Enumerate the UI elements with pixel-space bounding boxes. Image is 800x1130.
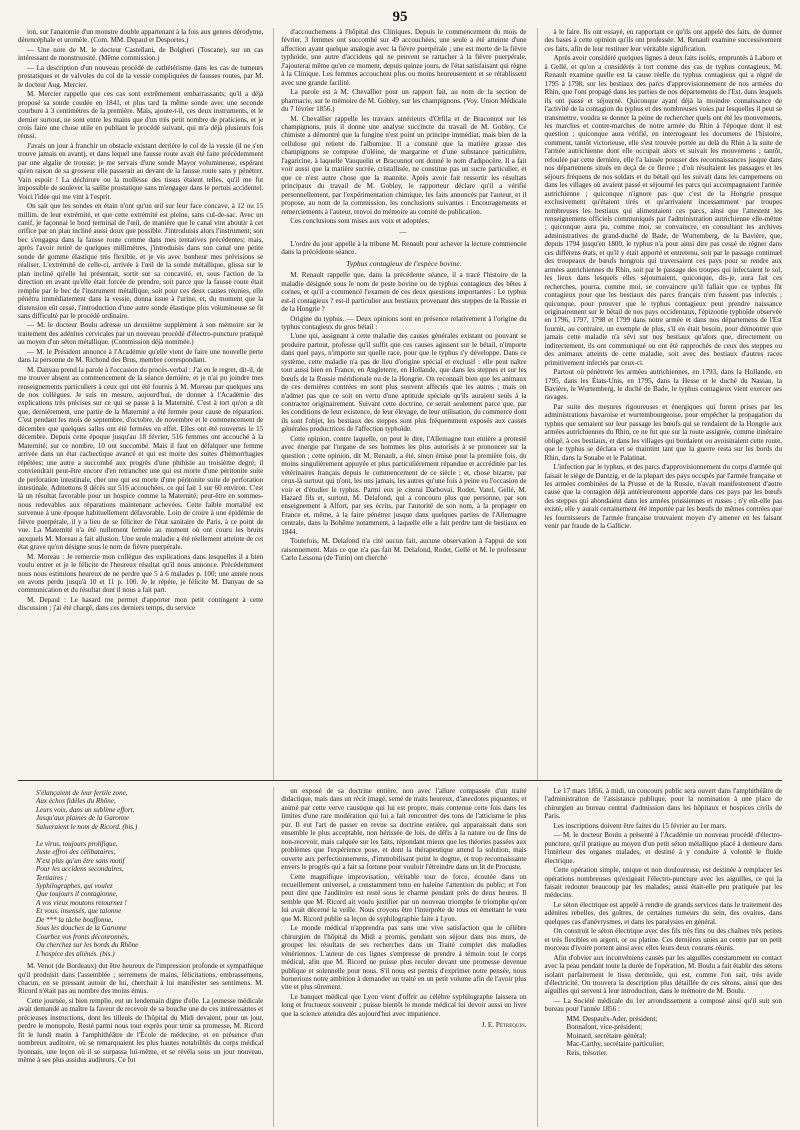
list-item: MM. Despaulx-Ader, président; bbox=[566, 1014, 658, 1023]
paragraph: — M. le docteur Boulu adresse un deuxième supplément à son mémoire sur le traitement des adénites cervicales par un nouveau procédé d'électro-puncture pratiqué au moyen d'un séton métallique. (Commission déjà nommée.) bbox=[18, 321, 264, 347]
paragraph: Le banquet médical que Lyon vient d'offrir au célèbre syphilographe laissera un long et fructueux souvenir ; puisse bientôt le monde médical lui devoir aussi un livre que la science attendra dès aujourd'hui avec impatience. bbox=[281, 992, 527, 1018]
paragraph: Origine du typhus. — Deux opinions sont en présence relativement à l'origine du typhus contagieux du gros bétail : bbox=[281, 314, 527, 331]
paragraph: — M. le Président annonce à l'Académie qu'elle vient de faire une nouvelle perte dans la personne de M. Richond des Brus, membre correspondant. bbox=[18, 347, 264, 365]
paragraph: L'infection par le typhus, et des parcs d'approvisionnement du corps d'armée qui faisait le siège de Dantzig, et de la plupart des pays occupés par l'armée française et les armées combinées de la Prusse et de la Russie, n'avait manifestement d'autre cause que la contagion déjà antérieurement apportée dans ces pays par les bœufs des steppes qui abondaient dans les armées prussiennes et russes ; n'y eût-elle pas existé, elle y aurait certainement été importée par les bœufs de mêmes contrées que les fournisseurs de l'armée française trouvaient moyen d'y amener en les faisant venir par fraude de la Gallicie. bbox=[544, 463, 782, 531]
paragraph: Le 17 mars 1856, à midi, un concours public sera ouvert dans l'amphithéâtre de l'administration de l'assistance publique, pour la nomination à une place de chirurgien au bureau central d'admission dans les hôpitaux et hospices civils de Paris. bbox=[544, 787, 782, 821]
paragraph: Toutefois, M. Delafond n'a cité aucun fait, aucune observation à l'appui de son raisonnement. Mais ce que n'a pas fait M. Delafond, Rodet, Gellé et M. le professeur Carlo Lessona (de Turin) ont cherché bbox=[281, 537, 527, 563]
paragraph: M. Depaul : Le hasard me permet d'apporter mon petit contingent à cette discussion ; j'ai été chargé, dans ces derniers temps, du service bbox=[18, 595, 264, 613]
author-signature: J. E. Pétrequin. bbox=[481, 1021, 527, 1030]
paragraph: à le faire. Ils ont essayé, en rapportant ce qu'ils ont appelé des faits, de donner des bases à cette opinion qu'ils ont professée. M. Renault examine successivement ces faits, afin de leur restituer leur véritable signification. bbox=[544, 28, 782, 53]
paragraph: Cette opinion, contre laquelle, on peut le dire, l'Allemagne tout entière a protesté avec énergie par l'organe de ses hommes les plus autorisés à se prononcer sur la question ; cette opinion, dit M. Renault, a été, sinon émise pour la première fois, du moins singulièrement appuyée et plus particulièrement répandue et accréditée par les vétérinaires français depuis le commencement de ce siècle ; et, chose bizarre, par ceux-là surtout qui n'ont, les uns jamais, les autres qu'une fois à peine eu l'occasion de voir et d'étudier le typhus. Parmi eux je citerai Darbovai, Rodet, Vatel, Gellé, M. Hazard fils et, surtout, M. Delafond, qui a concouru plus que personne, par son enseignement à Alfort, par ses écrits, par l'autorité de son nom, à la propager en France et, même, à la faire pénétrer jusque dans quelques parties de l'Allemagne centrale, dans la Bohême notamment, à laquelle elle a fait perdre tant de bestiaux en 1844. bbox=[281, 434, 527, 536]
paragraph: — La Société médicale du 1er arrondissement a composé ainsi qu'il suit son bureau pour l'année 1856 : bbox=[544, 996, 782, 1014]
lower-column-1 bbox=[18, 787, 263, 1127]
verse-line: Syphilographes, qui voulez bbox=[36, 881, 113, 890]
paragraph: d'accouchemens à l'hôpital des Cliniques. Depuis le commencement du mois de février, 3 femmes ont succombé sur 49 accouchées; une seule a été atteinte d'une affection ayant quelque analogie avec la fièvre puerpérale ; une est morte de la fièvre typhoïde, une autre d'accidens qui ne peuvent se rattacher à la fièvre puerpérale. J'ajouterai même qu'en ce moment, depuis quinze jours, de l'état satisfaisant qui règne à la Clinique. Les femmes accouchent plus ou moins heureusement et se rétablissent avec une grande facilité. bbox=[281, 28, 527, 87]
paragraph: M. Renault rappelle que, dans la précédente séance, il a tracé l'histoire de la maladie désignée sous le nom de peste bovine ou de typhus contagieux des bêtes à cornes, et qu'il a commencé l'examen de ces deux questions importantes : Le typhus est-il contagieux ? est-il particulier aux bestiaux provenant des steppes de la Russie et de la Hongrie ? bbox=[281, 271, 527, 314]
section-heading: Typhus contagieux de l'espèce bovine. bbox=[346, 258, 462, 268]
verse-line: Jusqu'aux plaines de la Garonne bbox=[36, 814, 130, 823]
paragraph: Cette magnifique improvisation, véritable tour de force, écoutée dans un recueillement universel, a constamment tenu en haleine l'attention du public; et l'on peut dire que l'auditoire est resté sous le charme pendant près de deux heures. Il semble que M. Ricord ait voulu justifier par un nouveau triomphe le triomphe qu'on lui avait décerné la veille. Nous croyons être l'interprète de tous en émettant le vœu que M. Ricord publie sa leçon de syphilographie faite à Lyon. bbox=[281, 872, 527, 923]
lower-column-2 bbox=[273, 787, 526, 1127]
verse-line: Et vous, insensés, que talonne bbox=[36, 907, 122, 916]
list-item: Bonnafont, vice-président; bbox=[566, 1023, 643, 1032]
verse-line: De *** la tâche bouffonne, bbox=[36, 915, 114, 924]
verse-line: Courbez vos fronts déconronnés, bbox=[36, 932, 129, 941]
paragraph: L'une qui, assignant à cette maladie des causes générales existant ou pouvant se produire partout, professe qu'il suffit que ces causes agissent sur le bétail, n'importe dans quel pays, n'importe sur quelle race, pour que le typhus s'y développe. Dans ce système, cette maladie n'a pas de lieu d'origine spécial et exclusif : elle peut naître tout aussi bien en France, en Angleterre, en Hollande, que dans les steppes et sur les bœufs de la Russie méridionale ou de la Hongrie. On reconnaît bien que les animaux de ces dernières contrées en sont plus souvent affectés que les autres ; mais on n'admet pas que ce soit en vertu d'une aptitude spéciale qu'ils auraient seuls à la contracter originairement. Suivant cette doctrine, ce serait seulement parce que, par les conditions de leur existence, de leur élevage, de leur utilisation, du commerce dont ils sont l'objet, les bestiaux des steppes sont plus fréquemment exposés aux causes générales productrices de l'affection typhoïde. bbox=[281, 332, 527, 434]
paragraph: M. Chevallier rappelle les travaux antérieurs d'Orfila et de Braconnot sur les champignons, puis il donne une analyse succincte du travail de M. Gobley. Ce chimiste a démontré que la fungine n'est point un principe immédiat, mais bien de la cellulose qui retient de l'albumine. Il a constaté que la matière grasse des champignons se compose d'oléine, de margarine et d'une substance particulière, l'agaricine, à laquelle Vauquelin et Braconnot ont donné le nom d'adipocère. Il a fait voir aussi que la matière sucrée, cristallisée, ne constitue pas un sucre particulier, et que ce n'est autre chose que la mannite. Après avoir fait ressortir les résultats principaux du travail de M. Gobley, le rapporteur déclare qu'il a vérifié personnellement, par l'expérimentation chimique, les faits annoncés par l'auteur, et il propose, au nom de la commission, les conclusions suivantes : Encouragements et remerciements à l'auteur, renvoi du mémoire au comité de publication. bbox=[281, 114, 527, 216]
paragraph: Cette opération simple, unique et non douloureuse, est destinée à remplacer les opérations nombreuses qu'exigeait l'électro-puncture avec les aiguilles, ce qui la faisait redouter beaucoup par les malades; aussi était-elle peu pratiquée par les médecins. bbox=[544, 866, 782, 900]
paragraph: ion, sur l'anatomie d'un monstre double appartenant à la fois aux genres dérodyme, dérencéphale et uromèle. (Com. MM. Depaul et Desportes.) bbox=[18, 28, 264, 45]
paragraph: — La description d'un nouveau procédé de cathétérisme dans les cas de tumeurs prostatiques et de valvules du col de la vessie compliquées de fausses routes, par M. le docteur Aug. Mercier. bbox=[18, 63, 264, 89]
verse-line: Pour les accidens secondaires, bbox=[36, 865, 124, 874]
upper-section bbox=[18, 28, 782, 781]
paragraph: — Une note de M. le docteur Castellani, de Bolgheri (Toscane), sur un cas intéressant de monstruosité. (Même commission.) bbox=[18, 45, 264, 63]
paragraph: M. Danyau prend la parole à l'occasion du procès-verbal : J'ai eu le regret, dit-il, de me trouver absent au commencement de la séance dernière, et je n'ai pu joindre mes renseignements particuliers à ceux qui ont été fournis à M. Moreau par quelques uns de nos collègues. Je suis en mesure, aujourd'hui, de donner à l'Académie des explications très précises sur ce qui se passe à la Maternité. C'est à tort qu'on a dit que, dernièrement, une partie de la Maternité a été fermée pour cause de réparation. C'est pendant les mois de septembre, d'octobre, de novembre et le commencement de décembre que quelques salles ont été fermées en effet. Elles ont été rouvertes le 15 décembre. Depuis cette époque jusqu'au 18 février, 516 femmes ont accouché à la Maternité; sur ce nombre, 10 ont succombé. Mais il faut en défalquer une femme arrivée dans un état cachectique avancé et qui est morte des suites d'hémorrhagies répétées; une autre a succombé aux progrès d'une phthisie au troisième degré; il conviendrait peut-être encore d'en retrancher une qui est morte d'une péritonite suite de perforation intestinale, cher une qui est morte d'une péritonite suite de perforation intestinale. Admettons 8 décès sur 516 accouchées, ce qui fait 1 sur 60 environ. C'est là un résultat favorable pour un hospice comme la Maternité; peut-être en sommes-nous redevables aux réparations maintenant achevées. Cette faible mortalité est survenue à une époque habituellement défavorable. Loin de croire à une épidémie de fièvre puerpérale, il y a lieu de se féliciter de l'état sanitaire de Paris, à ce point de vue. La Maternité n'a été nullement fermée au moment où ont couru les bruits auxquels M. Moreau a fait allusion. Une seule maladie a été réellement atteinte de cet état grave qu'on désigne sous le nom de fièvre puerpérale. bbox=[18, 365, 264, 552]
verse-line: Sous les douches de la Garonne bbox=[36, 924, 127, 933]
paragraph: Les inscriptions doivent être faites du 15 février au 1er mars. bbox=[553, 821, 727, 830]
verse-line: Leurs voix, dans un sublime effort, bbox=[36, 805, 135, 814]
paragraph: Ces conclusions sont mises aux voix et adoptées. bbox=[290, 216, 430, 225]
upper-column-1 bbox=[18, 28, 263, 780]
paragraph: On sait que les sondes en étain n'ont qu'un œil sur leur face concave, à 12 ou 15 millim. de leur extrémité, et que cette extrémité est pleine, sans cul-de-sac. Avec un canif, je façonnai le bord terminal de l'œil, de manière que le canal vint aboutir à cet orifice par un plan incliné aussi doux que possible. J'introduisis alors l'instrument; son bec s'engagea dans la fausse route comme dans mes tentatives précédentes; mais, après l'avoir retiré de quelques millimètres, j'introduisis dans son canal une petite sonde de gomme élastique très flexible, et je vis avec bonheur mes prévisions se réaliser. L'extrémité de celle-ci, arrivée à l'œil de la sonde métallique, glissa sur le plan incliné qu'elle lui présentait, sortit sur sa concavité, et, sous l'action de la direction en avant qu'elle était forcée de prendre, soit parce que la fausse route était remplie par le bec de l'instrument métallique, soit pour ces deux causes réunies, elle pénétra immédiatement dans la vessie, donna issue à l'urine, et, du moment que la distension eût cessé, l'introduction d'une autre sonde élastique plus volumineuse se fit sans difficulté par le procédé ordinaire. bbox=[18, 202, 264, 320]
verse-line: Que toujours il contagionne, bbox=[36, 890, 118, 899]
paragraph: On construit le séton électrique avec des fils très fins ou des chaînes très petites et très flexibles en argent, or ou platine. Ces dernières unies au centre par un petit morceau d'ivoire portent ainsi avec elles leurs deux courans réunis. bbox=[544, 927, 782, 953]
society-bureau-list bbox=[567, 1015, 782, 1057]
paragraph: Afin d'obvier aux inconvéniens causés par les aiguilles constamment en contact avec la peau pendant toute la durée de l'opération, M. Boulu a fait établir des sétons isolant parfaitement le tissu dermoïde, qui est, comme l'on sait, très avide d'électricité. On trouvera la description plus détaillée de ces sétons, ainsi que des aiguilles qui servent à leur introduction, dans le mémoire de M. Boulu. bbox=[544, 953, 782, 996]
upper-column-2 bbox=[273, 28, 526, 780]
verse-line: S'élançaient de leur fertile zone, bbox=[36, 789, 128, 797]
paragraph: M. Venot (de Bordeaux) dut être heureux de l'impression profonde et sympathique qu'il produisit dans l'assemblée ; serremens de mains, félicitations, embrassemens, chacun, en se pressant autour de lui, cherchait à lui manifester ses sentimens. M. Ricord n'était pas au nombre des moins émus. bbox=[18, 962, 264, 996]
verse-line: A vos vieux moutons retournez ! bbox=[36, 898, 127, 907]
paragraph: M. Mercier rappelle que ces cas sont extrêmement embarrassants; qu'il a déjà proposé sa sonde coudée en 1841, et plus tard la même sonde avec une seconde courbure à 3 centimètres de la première. Mais, ajoute-t-il, ces deux instruments, et le dernier surtout, ne sont entre les mains que d'un très petit nombre de praticiens, et je crois faire une chose utile en publiant le procédé suivant, qui m'a déjà plusieurs fois réussi. bbox=[18, 90, 264, 141]
paragraph: J'avais un jour à franchir un obstacle existant derrière le col de la vessie (il ne s'en trouve jamais en avant), et dans lequel une fausse route avait été faite précédemment par une algalie de trousse; je me servais d'une sonde Mayor volumineuse, espérant qu'en raison de sa grosseur elle passerait au devant de la fausse route sans y pénétrer. Vain espoir ! La déchirure ou la mollesse des tissus étaient telles, qu'il me fut impossible de soulever la saillie prostatique sans m'engager dans le pertuis accidentel. Voici l'idée qui me vint à l'esprit. bbox=[18, 141, 264, 201]
paragraph: — M. le docteur Boulu a présenté à l'Académie un nouveau procédé d'électro-puncture, qu'il pratique au moyen d'un petit séton métallique placé à demeure dans l'intérieur des organes malades, et destiné à y conduire à volonté le fluide électrique. bbox=[544, 831, 782, 865]
song-verses bbox=[36, 789, 263, 958]
verse-line: Tertiaires ; bbox=[36, 873, 68, 882]
paragraph: Après avoir considéré quelques lignes à deux faits isolés, empruntés à Labore et à Gellé, et qu'on a considérés à tort comme des cas de typhus contagieux, M. Renault examine quelle est la cause réelle du typhus contagieux qui a régné de 1795 à 1798, sur les bestiaux des parcs d'approvisionnement de nos armées du Rhin, que l'ont propagé dans les parties de nos départements de l'Est, dans lesquels ils ont passé et séjourné. Quiconque ayant déjà la moindre connaissance de l'activité de la contagion du typhus et des nombreuses voies par lesquelles il peut se transmettre, voudra se donner la peine de rechercher quels ont été les mouvements, les marches et contre-marches de notre armée du Rhin à l'époque dont il est question ; quiconque aura vérifié, en interrogeant les documens de l'histoire, comment, tantôt victorieuse, elle s'est trouvée portée au delà du Rhin à la suite de l'armée autrichienne dont elle occupait alors et suivait les mouvemens ; tantôt, refoulée par cette dernière, elle l'a laissée pousser des reconnaissances jusque dans nos départemens situés en deçà de ce fleuve ; d'où résultaient les passages et les séjours fréquens de nos soldats et du bétail qui les suivait dans les campemens ou dans les villages où avaient passé et séjourné les parcs qui accompagnaient l'armée autrichienne ; quiconque n'ignore pas que c'est de la Hongrie presque exclusivement qu'étaient tirés et qu'arrivaient incessamment par troupes nombreuses les bestiaux qui alimentaient ces parcs, ainsi que l'attestent les renseignemens officiels communiqués par l'administration autrichienne elle-même ; quiconque aura pu, comme moi, se convaincre, en consultant les archives administratives du grand-duché de Bade, de Wurtemberg, de la Bavière, que, depuis 1794 jusqu'en 1800, le typhus n'a pour ainsi dire pas cessé de régner dans ces différens états, et qu'il y était apporté et entretenu, soit par le passage continuel des troupeaux de bœufs hongrois qui traversaient ces pays pour se rendre aux armées autrichiennes du Rhin, soit par le passage des troupes qui infectaient le sol, les lieux dans lesquels elles séjournaient, quiconque, dis-je, aura fait ces recherches, pourra, comme moi, se convaincre qu'il fallait que ce typhus fût contagieux pour que les bestiaux des parcs français n'en fussent pas infectés ; quiconque, pour prouver que le typhus contagieux peut prendre naissance originairement sur le bétail de nos pays occidentaux, l'épizootie typhoïde observée en 1796, 1797, 1798 et 1799 dans notre armée et dans nos départemens de l'Est fournit, au contraire, un exemple de plus, s'il en était besoin, pour démontrer que jamais cette maladie n'a sévi sur nos bestiaux qu'alors que, directement ou indirectement, ils ont communiqué ou ont été rapprochés de ceux des steppes ou des animaux atteints de cette maladie, soit avec des bestiaux d'autres races primitivement infectés par ceux-ci. bbox=[544, 54, 782, 367]
verse-line bbox=[36, 831, 263, 839]
lower-section bbox=[18, 781, 782, 1127]
paragraph: M. Moreau : Je remercie mon collègue des explications dans lesquelles il a bien voulu entrer et je le félicite de l'heureux résultat qu'il nous annonce. Précédemment nous nous estimions heureux de ne perdre que 5 à 6 malades p. 100; une année nous en avons perdu jusqu'à 10 et 11 p. 100. Je le répète, je félicite M. Danyau de sa communication et du résultat dont il nous a fait part. bbox=[18, 552, 264, 595]
paragraph: Cette journée, si bien remplie, eut un lendemain digne d'elle. La jeunesse médicale avait demandé au maître la faveur de recevoir de sa bouche une de ces intéressantes et précieuses instructions, dont les tilleuls de l'hôpital du Midi devaient, pour un jour, perdre le monopole. Resté parmi nous tout exprès pour tenir sa promesse, M. Ricord fit le lundi matin à l'amphithéâtre de l'École de médecine, et en présence d'un nombreux auditoire, où se remarquaient les plus hautes notabilités du corps médical lyonnais, une leçon où il se surpassa lui-même, et se révéla sous un jour nouveau, même à ses plus assidus auditeurs. Ce fut bbox=[18, 996, 264, 1065]
paragraph: La parole est à M. Chevallier pour un rapport fait, au nom de la section de pharmacie, sur le mémoire de M. Gobley, sur les champignons. (Voy. Union Médicale du 7 février 1856.) bbox=[281, 88, 527, 114]
verse-line: Ou cherchez sur les bords du Rhône bbox=[36, 941, 139, 950]
page-number: 95 bbox=[392, 9, 408, 25]
verse-line: Le virus, toujours prolifique, bbox=[36, 839, 118, 848]
paragraph: Le séton électrique est appelé à rendre de grands services dans le traitement des adénites rebelles, des goîtres, de certaines tumeurs du sein, des ovaires, dans quelques cas d'anévrysmes, et dans les paralysies en général. bbox=[544, 900, 782, 926]
paragraph: Partout où pénètrent les armées autrichiennes, en 1793, dans la Hollande, en 1795, dans les États-Unis, en 1795, dans la Hesse et le duché du Nassau, la Bavière, le Wurtemberg, le duché de Bade, le typhus contagieux vient exercer ses ravages. bbox=[544, 368, 782, 402]
lower-column-3 bbox=[537, 787, 782, 1127]
verse-line: Aux échos fidèles du Rhône, bbox=[36, 797, 116, 806]
verse-line: Juste effroi des célibataires, bbox=[36, 848, 116, 857]
list-item: Mac-Carthy, secrétaire particulier; bbox=[566, 1040, 664, 1049]
upper-column-3 bbox=[537, 28, 782, 780]
verse-line: N'est plus qu'un être sans motif bbox=[36, 856, 125, 865]
section-divider: — bbox=[399, 228, 409, 237]
paragraph: Le monde médical n'apprendra pas sans une vive satisfaction que le célèbre chirurgien de l'hôpital du Midi a promis, pendant son séjour dans nos murs, de grouper les résultats de ses recherches dans un Traité complet des maladies vénériennes. L'auteur de ces lignes s'empresse de prendre à témoin tout le corps médical, afin que M. Ricord ne puisse plus reculer devant une promesse devenue publique et solennelle pour nous. S'il nous est permis d'exprimer notre pensée, nous hornerions notre ambition à demander un traité en un petit volume afin de l'avoir plus vite et plus sûrement. bbox=[281, 924, 527, 992]
list-item: Reis, trésorier. bbox=[566, 1048, 608, 1057]
paragraph: un exposé de sa doctrine entière, non avec l'allure compassée d'un traité didactique, mais dans un récit imagé, semé de traits heureux, d'anecdotes piquantes, et animé par cette verve caustique qui lui est propre, mais contenue cette fois dans les limites d'une rare modération qui lui a fait rencontrer des tons de l'atticisme le plus pur. Il eut l'art de passer en revue sa doctrine entière, qui apparaissait dans son ensemble le plus acceptable, non hérissée de lois, de défis à la nature ou de fins de non-recevoir, mais calquée sur les faits, répondant mieux que les théories passées aux problèmes que l'expérience pose, et dont la thérapeutique attend la solution, mais ouverte aux perfectionnemens, d'immobilisant point le dogme, et trop reconnaissante envers le progrès qui a fait sa fortune pour vouloir l'étreindre dans un lit de Procuste. bbox=[281, 787, 527, 872]
paragraph: L'ordre du jour appelle à la tribune M. Renault pour achever la lecture commencée dans la précédente séance. bbox=[281, 239, 527, 257]
list-item: Moinard, secrétaire général; bbox=[566, 1031, 647, 1040]
paragraph: Par suite des mesures rigoureuses et énergiques qui furent prises par les administrations bavaroise et wurtembourgeoise, pour empêcher la propagation du typhus que semaient sur leur passage les bœufs qui se rendaient de la Hongrie aux armées autrichiennes du Rhin, ce ne fut que sur la route assignée, comme itinéraire obligé, à ces bestiaux, et dans les villages qui bordaient ou avoisinaient cette route, que le typhus se déclara et se maintint tant que la guerre resta sur les bords du Rhin, dans la Souabe et le Palatinat. bbox=[544, 402, 782, 462]
verse-line: L'hospice des aliénés. (bis.) bbox=[36, 949, 115, 958]
verse-line: Salueraient le nom de Ricord. (bis.) bbox=[36, 822, 138, 831]
